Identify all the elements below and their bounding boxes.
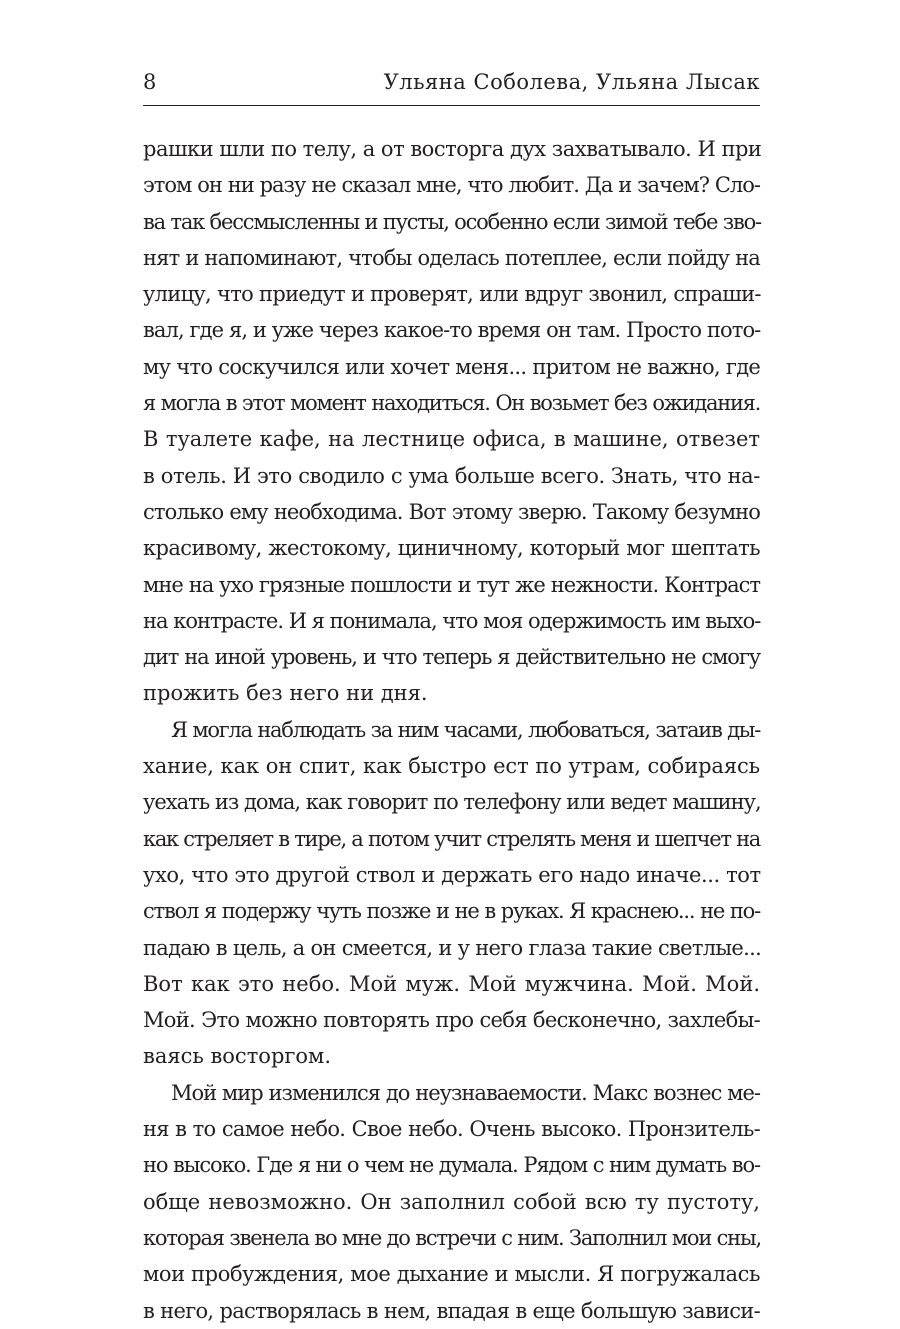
paragraph-1 xyxy=(143,131,760,712)
paragraph-2 xyxy=(143,712,760,1075)
text-line: но высоко. Где я ни о чем не думала. Рядом с ним думать во- xyxy=(143,1153,760,1178)
text-line: Мой. Это можно повторять про себя бесконечно, захлебы- xyxy=(143,1008,760,1033)
text-line: падаю в цель, а он смеется, и у него глаза такие светлые... xyxy=(143,935,762,960)
text-line: прожить без него ни дня. xyxy=(143,681,428,706)
text-line: в него, растворялась в нем, впадая в еще большую зависи- xyxy=(143,1298,760,1323)
text-line: красивому, жестокому, циничному, который мог шептать xyxy=(143,536,760,561)
text-line: рашки шли по телу, а от восторга дух захватывало. И при xyxy=(143,137,762,161)
text-line: ствол я подержу чуть позже и не в руках. Я краснею... не по- xyxy=(143,899,760,924)
paragraph-3 xyxy=(143,1075,760,1329)
text-line: столько ему необходима. Вот этому зверю. Такому безумно xyxy=(143,499,760,524)
text-line: ухо, что это другой ствол и держать его надо иначе... тот xyxy=(143,862,761,887)
text-line: как стреляет в тире, а потом учит стрелять меня и шепчет на xyxy=(143,826,760,851)
text-line: му что соскучился или хочет меня... притом не важно, где xyxy=(143,354,761,379)
text-line: я могла в этот момент находиться. Он возьмет без ожидания. xyxy=(143,391,760,416)
text-line: на контрасте. И я понимала, что моя одержимость им выхо- xyxy=(143,608,761,633)
text-line: которая звенела во мне до встречи с ним. Заполнил мои сны, xyxy=(143,1225,761,1250)
text-line: мне на ухо грязные пошлости и тут же нежности. Контраст xyxy=(143,572,760,597)
header-divider xyxy=(143,105,760,106)
text-line: уехать из дома, как говорит по телефону или ведет машину, xyxy=(143,790,761,815)
text-line: улицу, что приедут и проверят, или вдруг звонил, спраши- xyxy=(143,282,761,307)
text-line: мои пробуждения, мое дыхание и мысли. Я погружалась xyxy=(143,1262,760,1287)
text-line: нят и напоминают, чтобы оделась потеплее, если пойду на xyxy=(143,245,760,270)
text-line: вал, где я, и уже через какое-то время он там. Просто пото- xyxy=(143,318,761,343)
text-line: ня в то самое небо. Свое небо. Очень высоко. Пронзитель- xyxy=(143,1117,760,1142)
text-line: ваясь восторгом. xyxy=(143,1044,332,1069)
body-text xyxy=(143,131,760,1329)
text-line: В туалете кафе, на лестнице офиса, в машине, отвезет xyxy=(143,427,760,452)
text-line: Вот как это небо. Мой муж. Мой мужчина. Мой. Мой. xyxy=(143,971,760,996)
text-line: хание, как он спит, как быстро ест по утрам, собираясь xyxy=(143,754,760,779)
text-line: обще невозможно. Он заполнил собой всю ту пустоту, xyxy=(143,1189,760,1214)
text-line: Мой мир изменился до неузнаваемости. Макс вознес ме- xyxy=(171,1080,760,1105)
text-line: Я могла наблюдать за ним часами, любоваться, затаив ды- xyxy=(171,717,760,742)
text-line: дит на иной уровень, и что теперь я действительно не смогу xyxy=(143,645,760,670)
running-title: Ульяна Соболева, Ульяна Лысак xyxy=(383,70,760,94)
text-line: ва так бессмысленны и пусты, особенно если зимой тебе зво- xyxy=(143,209,761,234)
text-line: этом он ни разу не сказал мне, что любит. Да и зачем? Сло- xyxy=(143,173,760,198)
text-line: в отель. И это сводило с ума больше всего. Знать, что на- xyxy=(143,463,760,488)
page-number: 8 xyxy=(143,70,157,94)
page-header xyxy=(143,66,760,98)
